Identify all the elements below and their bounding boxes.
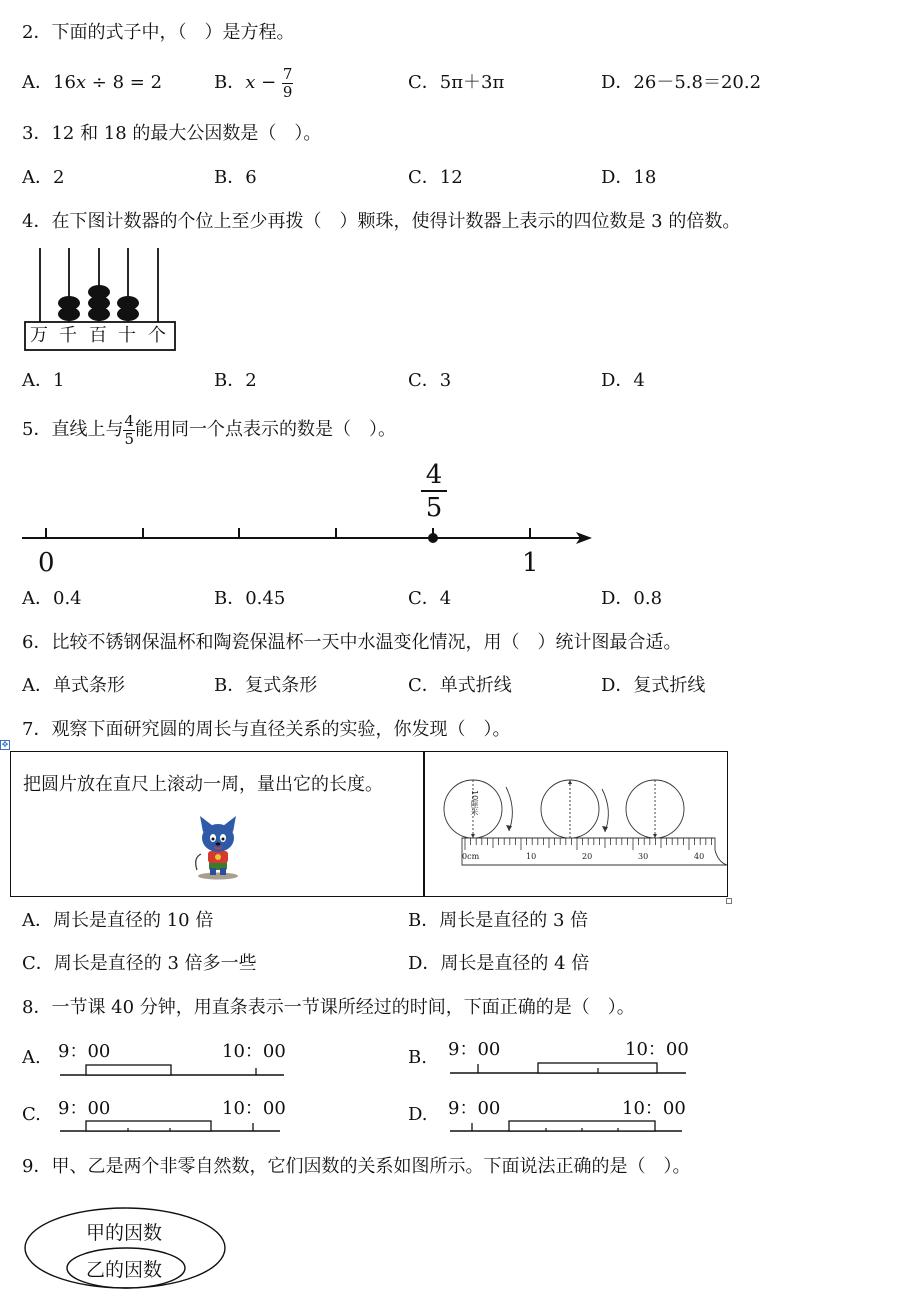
q4-option-d[interactable]: D．4: [601, 370, 645, 391]
number-line-label-zero: 0: [38, 548, 55, 578]
q3-option-b[interactable]: B．6: [214, 167, 257, 188]
q8c-end-time: 10：00: [222, 1098, 286, 1119]
q2-option-c[interactable]: C．5π＋3π: [408, 72, 505, 93]
ruler-label-40: 40: [694, 852, 705, 861]
ruler-label-20: 20: [582, 852, 593, 861]
q7-stem: 7．观察下面研究圆的周长与直径关系的实验，你发现（ ）。: [22, 719, 511, 740]
q3-option-a[interactable]: A．2: [22, 167, 65, 188]
table-divider: [423, 752, 425, 896]
q7-experiment-table: [10, 751, 728, 897]
abacus-place-labels: [25, 323, 175, 349]
option-label: A．: [22, 72, 53, 93]
stem-post: 能用同一个点表示的数是（ ）。: [135, 419, 396, 440]
q7-option-a[interactable]: A．周长是直径的 10 倍: [22, 910, 214, 931]
q3-option-d[interactable]: D．18: [601, 167, 657, 188]
option-label: B．: [214, 72, 246, 93]
q8b-start-time: 9：00: [448, 1039, 501, 1060]
q5-stem: [22, 410, 396, 450]
number-line-point-label: [421, 462, 447, 521]
q4-option-b[interactable]: B．2: [214, 370, 257, 391]
variable: x: [75, 72, 87, 93]
table-instruction-text: 把圆片放在直尺上滚动一周，量出它的长度。: [23, 774, 383, 795]
numerator: 4: [421, 462, 447, 492]
q8d-start-time: 9：00: [448, 1098, 501, 1119]
q2-option-a[interactable]: [22, 71, 162, 95]
q4-option-a[interactable]: A．1: [22, 370, 65, 391]
ruler-label-10: 10: [526, 852, 537, 861]
q8c-start-time: 9：00: [58, 1098, 111, 1119]
diameter-label: 10厘米: [470, 790, 479, 817]
q2-stem: 2．下面的式子中，（ ）是方程。: [22, 22, 295, 43]
q8-option-a[interactable]: A.: [22, 1047, 41, 1068]
q8a-end-time: 10：00: [222, 1041, 286, 1062]
q8b-end-time: 10：00: [625, 1039, 689, 1060]
q8b-time-bar: [448, 1060, 688, 1076]
expression-rest: ÷ 8 = 2: [86, 72, 163, 93]
denominator: 5: [425, 493, 443, 523]
place-ge: 个: [148, 325, 166, 346]
q8c-time-bar: [58, 1118, 288, 1134]
q8d-time-bar: [448, 1118, 688, 1134]
stem-pre: 5．直线上与: [22, 419, 124, 440]
q5-option-b[interactable]: B．0.45: [214, 588, 286, 609]
q6-option-b[interactable]: B．复式条形: [214, 675, 318, 696]
abacus-beads: [58, 285, 139, 321]
number-line-label-one: 1: [522, 548, 539, 578]
q7-option-d[interactable]: D．周长是直径的 4 倍: [408, 953, 590, 974]
ruler-ticks: [465, 838, 711, 850]
q2-option-d[interactable]: D．26－5.8＝20.2: [601, 72, 762, 93]
table-resize-handle[interactable]: [726, 898, 732, 904]
cat-mascot-icon: [191, 814, 245, 880]
place-wan: 万: [30, 325, 48, 346]
ruler-labels: [462, 852, 722, 864]
numerator: 4: [124, 411, 134, 430]
q8-stem: 8．一节课 40 分钟，用直条表示一节课所经过的时间，下面正确的是（ ）。: [22, 997, 635, 1018]
q8d-end-time: 10：00: [622, 1098, 686, 1119]
q7-option-b[interactable]: B．周长是直径的 3 倍: [408, 910, 589, 931]
fraction: [282, 64, 294, 101]
denominator: 5: [124, 429, 134, 448]
place-qian: 千: [59, 325, 77, 346]
variable: x: [245, 72, 256, 93]
q6-option-d[interactable]: D．复式折线: [601, 675, 706, 696]
venn-outer-label: 甲的因数: [86, 1222, 163, 1244]
q2-option-b[interactable]: [214, 63, 293, 103]
place-bai: 百: [89, 325, 107, 346]
q9-stem: 9．甲、乙是两个非零自然数，它们因数的关系如图所示。下面说法正确的是（ ）。: [22, 1156, 691, 1177]
fraction-four-fifths: [123, 411, 135, 448]
number-line-figure: [20, 520, 595, 550]
q8a-start-time: 9：00: [58, 1041, 111, 1062]
minus: −: [255, 72, 282, 93]
place-shi: 十: [118, 325, 136, 346]
q3-stem: 3．12 和 18 的最大公因数是（ ）。: [22, 123, 322, 144]
q5-option-c[interactable]: C．4: [408, 588, 452, 609]
q4-option-c[interactable]: C．3: [408, 370, 452, 391]
q8a-time-bar: [58, 1062, 288, 1078]
ruler-label-0: 0cm: [462, 852, 480, 861]
table-move-handle-icon[interactable]: ✥: [1, 740, 9, 749]
q4-stem: 4．在下图计数器的个位上至少再拨（ ）颗珠，使得计数器上表示的四位数是 3 的倍数。: [22, 211, 741, 232]
q8-option-c[interactable]: C.: [22, 1104, 41, 1125]
q5-option-a[interactable]: A．0.4: [22, 588, 82, 609]
q6-option-a[interactable]: A．单式条形: [22, 675, 125, 696]
q6-option-c[interactable]: C．单式折线: [408, 675, 512, 696]
q5-option-d[interactable]: D．0.8: [601, 588, 663, 609]
q6-stem: 6．比较不锈钢保温杯和陶瓷保温杯一天中水温变化情况，用（ ）统计图最合适。: [22, 632, 682, 653]
point-marker: [428, 533, 438, 543]
q8-option-d[interactable]: D.: [408, 1104, 428, 1125]
numerator: 7: [282, 64, 293, 83]
q8-option-b[interactable]: B.: [408, 1047, 427, 1068]
coefficient: 16: [53, 72, 76, 93]
denominator: 9: [282, 82, 293, 101]
q3-option-c[interactable]: C．12: [408, 167, 463, 188]
venn-inner-label: 乙的因数: [86, 1259, 163, 1281]
q7-option-c[interactable]: C．周长是直径的 3 倍多一些: [22, 953, 257, 974]
ruler-label-30: 30: [638, 852, 649, 861]
